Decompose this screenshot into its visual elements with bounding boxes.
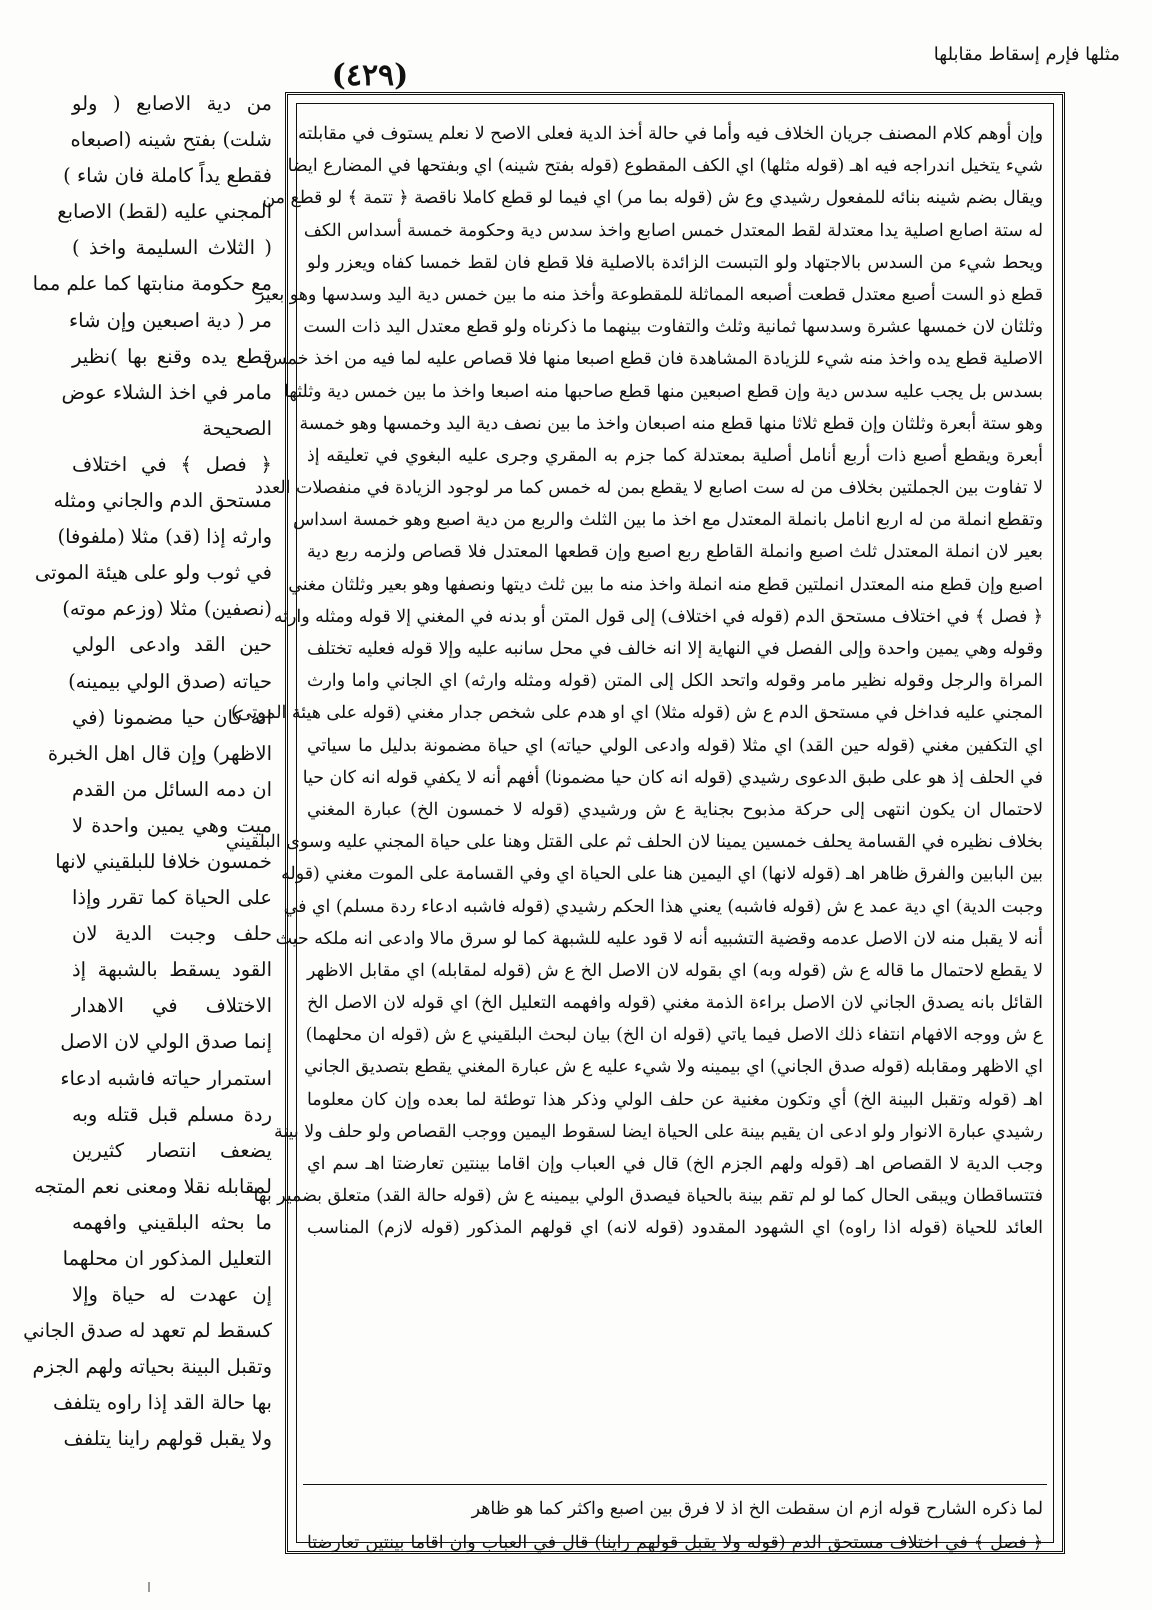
footnote-line: لما ذكره الشارح قوله ازم ان سقطت الخ اذ لا فرق بين اصبع واكثر كما هو ظاهر [471,1499,1043,1519]
commentary-line: اي التكفين مغني (قوله حين القد) اي مثلا (قوله وادعى الولي حياته) اي حياة مضمونة بدليل ما سياتي [307,735,1043,756]
side-line: حين القد وادعى الولي [72,633,272,657]
side-line: مستحق الدم والجاني ومثله [53,489,272,513]
side-line: وارثه إذا (قد) مثلا (ملفوفا) [57,525,272,549]
side-line: ولا يقبل قولهم راينا يتلفف [63,1427,272,1451]
side-line: خمسون خلافا للبلقيني لانها [55,849,272,873]
page-mark [148,1582,150,1592]
side-section-heading: ﴿ فصل ﴾ في اختلاف [72,452,272,476]
side-line: فقطع يداً كاملة فان شاء ) [63,164,272,188]
commentary-line: اي الاظهر ومقابله (قوله صدق الجاني) اي بيمينه ولا شيء عليه ع ش عبارة المغني يقطع بتصديق الجاني [303,1057,1043,1078]
commentary-line: وجبت الدية) اي دية عمد ع ش (قوله فاشبه) يعني هذا الحكم رشيدي (قوله فاشبه ادعاء ردة مسلم) اي في [283,896,1043,917]
commentary-line: ع ش ووجه الافهام انتفاء ذلك الاصل فيما ياتي (قوله ان الخ) بيان لبحث البلقيني ع ش (قوله ان محلهما) [305,1025,1043,1046]
side-line: بها حالة القد إذا راوه يتلفف [52,1391,272,1415]
side-line: الاختلاف في الاهدار [72,994,272,1018]
commentary-line: أنه لا يقبل منه لان الاصل عدمه وقضية التشبيه أنه لا قود عليه للشبهة كما لو سرق مالا وادعى انه ملكه حيث [275,928,1043,949]
side-line: انه كان حيا مضمونا (في [72,705,272,729]
commentary-line: لاحتمال ان يكون انتهى إلى حركة مذبوح بجناية ع ش ورشيدي (قوله لا خمسون الخ) عبارة المغني [307,799,1043,820]
commentary-line: اهـ (قوله وتقبل البينة الخ) أي وتكون مغنية عن حلف الولي وذكر هذا توطئة لما بعده وإن كان معلوما [307,1089,1043,1110]
side-line: وتقبل البينة بحياته ولهم الجزم [32,1355,272,1379]
footnote-line: ﴿ فصل ﴾ في اختلاف مستحق الدم (قوله ولا يقبل قولهم راينا) قال في العباب وان اقاما بينتين تعارضتا [307,1533,1043,1553]
commentary-line: الاصلية قطع يده واخذ منه شيء للزيادة المشاهدة فان قطع اصبعا منها فلا قصاص عليه لما فيه من اخذ خمس [265,349,1043,370]
side-line: في ثوب ولو على هيئة الموتى [34,561,272,585]
commentary-line: في الحلف إذ هو على طبق الدعوى رشيدي (قوله انه كان حيا مضمونا) أفهم أنه لا يكفي قوله انه كان حيا [302,767,1043,788]
commentary-line: وجب الدية لا القصاص اهـ (قوله ولهم الجزم الخ) قال في العباب وإن اقاما بينتين تعارضتا اهـ سم اي [307,1154,1043,1174]
commentary-line: وإن أوهم كلام المصنف جريان الخلاف فيه وأما في حالة أخذ الدية فعلى الاصح لا نعلم يستوف في مقابلته [298,124,1043,144]
footnote-text [307,1492,1043,1560]
side-line: يضعف انتصار كثيرين [72,1138,272,1162]
commentary-line: لا تفاوت بين الجملتين بخلاف من له ست اصابع لا يقطع بمن له خمس كما مر لوجود الزيادة في منفصلات العدد [255,478,1043,499]
side-line: ( الثلاث السليمة واخذ ) [72,236,272,260]
commentary-line: المراة والرجل وقوله نظير مامر وقوله واتحد الكل إلى المتن (قوله ومثله وارثه) اي الجاني واما وارث [307,671,1043,692]
commentary-line: القائل بانه يصدق الجاني لان الاصل براءة الذمة مغني (قوله وافهمه التعليل الخ) اي قوله لان الاصل الخ [307,993,1043,1014]
commentary-line: بسدس بل يجب عليه سدس دية وإن قطع اصبعين منها قطع صاحبها منه اصبعا واخذ ما بين خمس دية وثلثها [284,381,1043,402]
commentary-line: أبعرة ويقطع أصبع ذات أربع أنامل أصلية بمعتدلة كما جزم به المقري وجرى عليه البغوي في تعليقه إذ [307,445,1043,466]
side-line: المجني عليه (لقط) الاصابع [57,200,272,224]
commentary-line: ويحط شيء من السدس بالاجتهاد ولو التبست الزائدة بالاصلية فلا قطع فان لقط خمسا كفاه ويعزر ولو [307,252,1043,273]
side-line: القود يسقط بالشبهة إذ [72,958,272,982]
side-column-text [23,86,272,1458]
side-line: كسقط لم تعهد له صدق الجاني [23,1319,272,1343]
side-line: ردة مسلم قبل قتله وبه [72,1102,272,1126]
footnote-divider [303,1484,1047,1485]
commentary-line: المجني عليه فداخل في مستحق الدم ع ش (قوله مثلا) اي او هدم على شخص جدار مغني (قوله على هيئة الموتى) [231,703,1043,724]
commentary-line: رشيدي عبارة الانوار ولو ادعى ان يقيم بينة على الحياة ايضا لسقوط اليمين ووجب القصاص ولو حلف ولا بينة [274,1121,1043,1142]
side-line: إنما صدق الولي لان الاصل [60,1030,272,1054]
side-line: مامر في اخذ الشلاء عوض [61,380,272,404]
commentary-line: شيء يتخيل اندراجه فيه اهـ (قوله مثلها) اي الكف المقطوع (قوله بفتح شينه) اي وبفتحها في المضارع ايضا [287,156,1043,177]
commentary-line: وتقطع انملة من له اربع انامل بانملة المعتدل مع اخذ ما بين الثلث والربع من دية اصبع وهو خمسة اسداس [292,510,1043,531]
commentary-line: بعير لان انملة المعتدل ثلث اصبع وانملة القاطع ربع اصبع وإن قطعها المعتدل فلا قصاص ولزمه ربع دية [307,542,1043,563]
commentary-line: بين البابين والفرق ظاهر اهـ (قوله لانها) اي اليمين هنا على الحياة اي وفي القسامة على الموت مغني (قوله [281,864,1043,885]
commentary-line: وثلثان لان خمسها عشرة وسدسها ثمانية وثلث والتفاوت بينهما ما ذكرناه ولو قطع معتدل اليد ذات الست [303,317,1043,338]
side-line: الاظهر) وإن قال اهل الخبرة [47,741,272,765]
commentary-line: لا يقطع لاحتمال ما قاله ع ش (قوله وبه) اي بقوله لان الاصل الخ ع ش (قوله لمقابله) اي مقابل الاظهر [307,960,1043,981]
commentary-line: فتتساقطان ويبقى الحال كما لو لم تقم بينة بالحياة فيصدق الولي بيمينه ع ش (قوله حالة القد) متعلق بضمير بها [253,1186,1043,1207]
side-line: التعليل المذكور ان محلهما [62,1247,272,1270]
commentary-line: قطع ذو الست أصبع معتدل قطعت أصبعه المماثلة للمقطوعة وأخذ منه ما بين خمس دية اليد وسدسها وهو بعير [256,284,1043,305]
side-line: من دية الاصابع ( ولو [72,92,272,115]
commentary-line: العائد للحياة (قوله اذا راوه) اي الشهود المقدود (قوله لانه) اي قولهم المذكور (قوله لازم) المناسب [307,1218,1043,1239]
side-line: على الحياة كما تقرر وإذا [72,886,272,910]
commentary-line: وهو ستة أبعرة وثلثان وإن قطع ثلاثا منها قطع منه اصبعان واخذ ما بين نصف دية اليد وخمسها وهو خمسة [299,413,1043,434]
commentary-line: اصبع وإن قطع منه المعتدل انملتين قطع منه انملة واخذ منه ما بين ثلث ديتها ونصفها وهو بعير وثلثان مغني [288,574,1043,595]
side-line: مع حكومة منابتها كما علم مما [32,272,272,296]
side-line: استمرار حياته فاشبه ادعاء [60,1066,272,1090]
side-line: قطع يده وقنع بها )نظير [72,344,272,368]
side-line: لمقابله نقلا ومعنى نعم المتجه [34,1174,272,1198]
side-line: ما بحثه البلقيني وافهمه [72,1210,272,1234]
running-head: مثلها فإرم إسقاط مقابلها [933,44,1120,65]
side-line: (نصفين) مثلا (وزعم موته) [62,597,272,621]
commentary-line: وقوله وهي يمين واحدة وإلى الفصل في النهاية إلا انه خالف في محل سانبه عليه وإلا قوله فعليه تختلف [307,639,1043,659]
side-line: إن عهدت له حياة وإلا [72,1283,272,1307]
side-line: مر ( دية اصبعين وإن شاء [69,308,272,332]
side-line: شلت) بفتح شينه (اصبعاه [70,128,272,152]
commentary-section-heading: ﴿ فصل ﴾ في اختلاف مستحق الدم (قوله في اختلاف) إلى قول المتن أو بدنه في المغني إلا قوله ومثله وارثه [273,606,1043,627]
page-number: (٤٢٩) [331,58,409,93]
side-line: حلف وجبت الدية لان [72,922,272,946]
commentary-line: له ستة اصابع اصلية يدا معتدلة لقط المعتدل خمس اصابع واخذ سدس دية وحكومة خمسة أسداس الكف [303,220,1043,241]
commentary-line: ويقال بضم شينه بنائه للمفعول رشيدي وع ش (قوله بما مر) اي فيما لو قطع كاملا ناقصة ﴿ تتمة ﴾ لو قطع من [262,188,1043,209]
side-line: حياته (صدق الولي بيمينه) [68,669,272,693]
side-line: الصحيحة [202,416,272,440]
side-line: ان دمه السائل من القدم [72,777,272,801]
commentary-line [307,1245,1043,1277]
commentary-line: بخلاف نظيره في القسامة يحلف خمسين يمينا لان الحلف ثم على القتل وهنا على حياة المجني عليه وسوى البلقيني [225,832,1043,853]
side-line: ميت وهي يمين واحدة لا [72,813,272,837]
